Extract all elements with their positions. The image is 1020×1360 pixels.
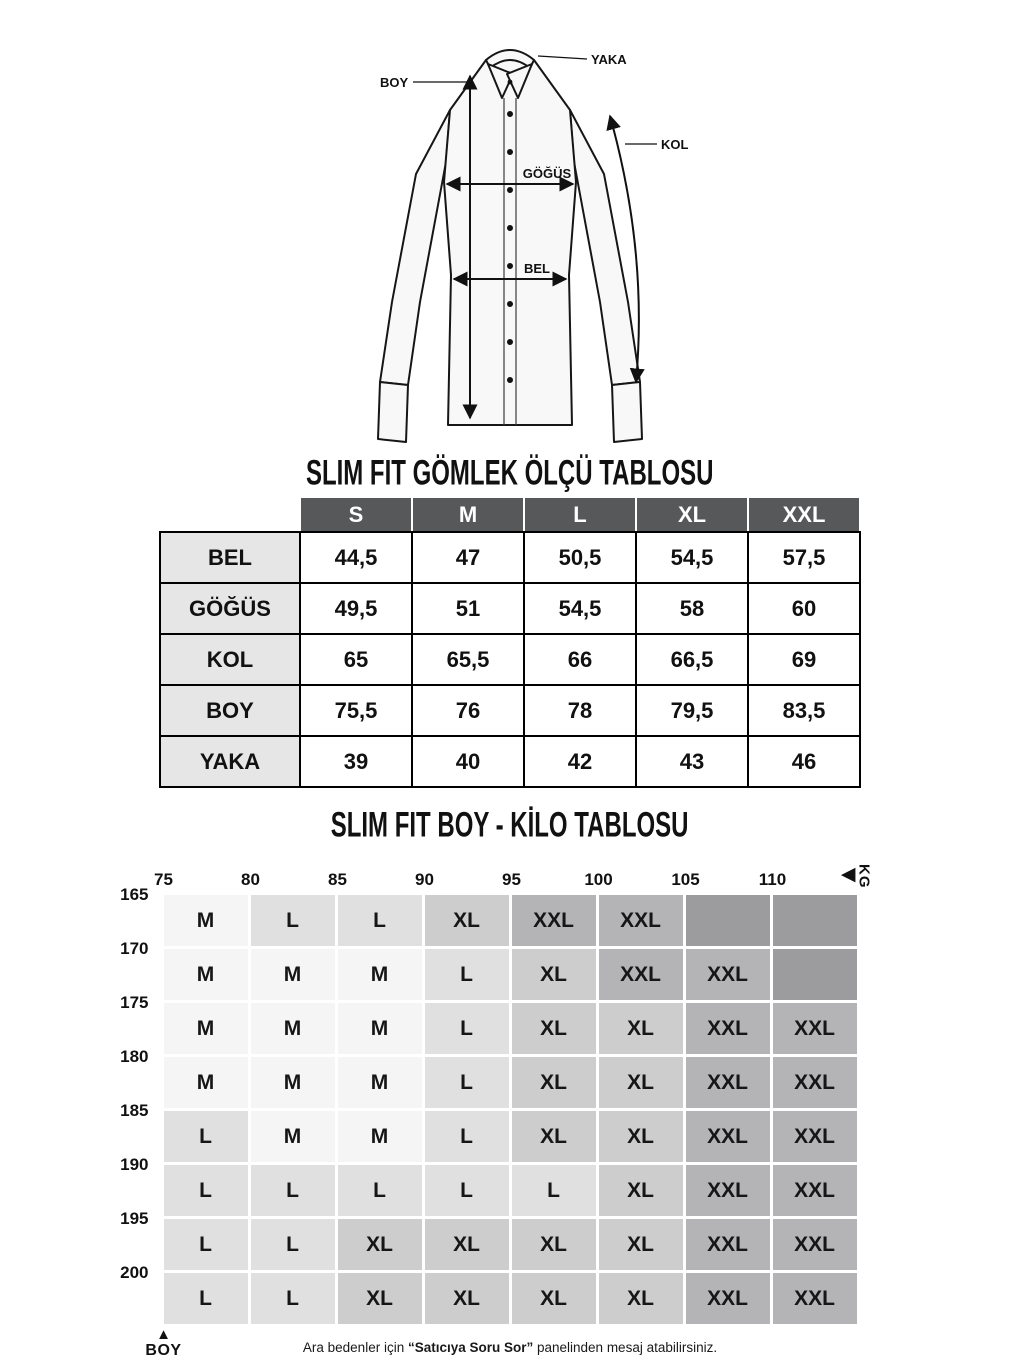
measurement-value-cell: 79,5 (637, 686, 747, 735)
measurement-value-cell: 50,5 (525, 533, 635, 582)
height-tick-label: 175 (120, 993, 149, 1012)
kg-tick-label: 110 (758, 870, 787, 889)
size-column-header: M (413, 498, 523, 531)
size-cell: L (512, 1165, 596, 1216)
size-cell: XXL (512, 895, 596, 946)
size-cell: M (164, 949, 248, 1000)
size-cell: L (164, 1165, 248, 1216)
kg-axis-label: KG (855, 864, 873, 889)
measurement-value-cell: 69 (749, 635, 859, 684)
size-cell: L (338, 895, 422, 946)
size-cell: XXL (773, 1273, 857, 1324)
size-cell: XXL (599, 949, 683, 1000)
kg-tick-label: 75 (154, 870, 173, 889)
measurement-value-cell: 75,5 (301, 686, 411, 735)
measurement-value-cell: 47 (413, 533, 523, 582)
size-cell: L (251, 1165, 335, 1216)
size-cell: XXL (686, 1273, 770, 1324)
size-cell: XL (512, 1003, 596, 1054)
sleeve-label: KOL (661, 137, 689, 152)
measurement-value-cell: 66 (525, 635, 635, 684)
measurement-value-cell: 46 (749, 737, 859, 786)
kg-axis-marker (841, 865, 873, 889)
size-table-title (0, 454, 1020, 494)
size-cell: XXL (686, 1057, 770, 1108)
size-cell: M (251, 1111, 335, 1162)
height-tick-label: 180 (120, 1047, 149, 1066)
size-cell: L (251, 1219, 335, 1270)
waist-label: BEL (524, 261, 550, 276)
measurement-value-cell: 39 (301, 737, 411, 786)
size-cell: L (425, 1111, 509, 1162)
measurement-value-cell: 66,5 (637, 635, 747, 684)
size-cell-empty (773, 895, 857, 946)
size-cell: XL (599, 1057, 683, 1108)
size-cell: XL (512, 1273, 596, 1324)
kg-tick-label: 80 (241, 870, 260, 889)
measurement-value-cell: 60 (749, 584, 859, 633)
kg-axis-ticks (154, 864, 873, 892)
size-cell: XXL (686, 1003, 770, 1054)
measurement-value-cell: 42 (525, 737, 635, 786)
size-cell: XXL (773, 1219, 857, 1270)
measurement-row-label: BEL (161, 533, 299, 582)
size-column-header: S (301, 498, 411, 531)
size-cell: M (338, 949, 422, 1000)
size-cell: L (425, 1003, 509, 1054)
size-cell-empty (686, 895, 770, 946)
shirt-diagram-svg (300, 22, 720, 450)
size-cell: XXL (773, 1165, 857, 1216)
boy-arrow-icon: ▲ (156, 1326, 171, 1343)
size-cell: XL (512, 1057, 596, 1108)
measurement-value-cell: 83,5 (749, 686, 859, 735)
kg-tick-label: 90 (415, 870, 434, 889)
size-cell: L (425, 949, 509, 1000)
measurement-value-cell: 40 (413, 737, 523, 786)
size-cell: L (338, 1165, 422, 1216)
shirt-left-sleeve (380, 110, 450, 385)
size-cell: XL (425, 1219, 509, 1270)
measurement-value-cell: 44,5 (301, 533, 411, 582)
boy-axis-label: BOY (145, 1341, 182, 1359)
size-table-body (159, 531, 861, 788)
size-cell: XL (599, 1003, 683, 1054)
size-table (159, 498, 861, 788)
collar-pointer-line (538, 56, 587, 59)
measurement-value-cell: 54,5 (525, 584, 635, 633)
footer-suffix: panelinden mesaj atabilirsiniz. (533, 1340, 718, 1355)
boy-axis-marker (145, 1327, 181, 1360)
size-cell: XXL (686, 1111, 770, 1162)
length-label: BOY (380, 75, 409, 90)
measurement-row-label: KOL (161, 635, 299, 684)
measurement-value-cell: 49,5 (301, 584, 411, 633)
chest-label: GÖĞÜS (522, 166, 572, 181)
size-column-header: XXL (749, 498, 859, 531)
size-cell: XXL (599, 895, 683, 946)
measurement-value-cell: 43 (637, 737, 747, 786)
measurement-row-label: YAKA (161, 737, 299, 786)
measurement-value-cell: 58 (637, 584, 747, 633)
size-cell: L (164, 1111, 248, 1162)
size-cell: XXL (686, 1219, 770, 1270)
size-cell: XXL (773, 1003, 857, 1054)
height-weight-title-text: SLIM FIT BOY - KİLO TABLOSU (331, 805, 689, 845)
size-cell: XL (599, 1165, 683, 1216)
shirt-measurement-diagram (0, 6, 1020, 454)
size-cell: XL (512, 1219, 596, 1270)
footer-prefix: Ara bedenler için (302, 1340, 408, 1355)
size-cell: M (251, 949, 335, 1000)
size-cell: M (338, 1057, 422, 1108)
measurement-row-label: BOY (161, 686, 299, 735)
size-cell: XXL (686, 1165, 770, 1216)
size-cell: XL (425, 895, 509, 946)
height-tick-label: 195 (120, 1209, 149, 1228)
shirt-left-cuff (378, 382, 408, 442)
size-cell: XXL (773, 1111, 857, 1162)
measurement-row-label: GÖĞÜS (161, 584, 299, 633)
size-cell: XL (599, 1219, 683, 1270)
kg-tick-label: 105 (671, 870, 700, 889)
size-cell: M (338, 1003, 422, 1054)
size-cell: L (164, 1219, 248, 1270)
size-cell: XXL (773, 1057, 857, 1108)
footer-bold: “Satıcıya Soru Sor” (407, 1340, 534, 1355)
size-cell: XXL (686, 949, 770, 1000)
size-table-header (301, 498, 861, 531)
size-cell: L (425, 1057, 509, 1108)
height-tick-label: 170 (120, 939, 149, 958)
size-cell: XL (425, 1273, 509, 1324)
size-cell: XL (599, 1273, 683, 1324)
size-column-header: L (525, 498, 635, 531)
size-cell: XL (512, 1111, 596, 1162)
kg-tick-label: 85 (328, 870, 347, 889)
measurement-value-cell: 78 (525, 686, 635, 735)
height-weight-grid (164, 895, 857, 1324)
measurement-value-cell: 54,5 (637, 533, 747, 582)
size-table-title-text: SLIM FIT GÖMLEK ÖLÇÜ TABLOSU (306, 453, 714, 493)
size-cell: XL (599, 1111, 683, 1162)
height-tick-label: 200 (120, 1263, 149, 1282)
size-cell: XL (338, 1219, 422, 1270)
size-cell: L (251, 895, 335, 946)
size-cell: M (338, 1111, 422, 1162)
measurement-value-cell: 57,5 (749, 533, 859, 582)
size-cell: L (164, 1273, 248, 1324)
height-tick-label: 165 (120, 885, 149, 904)
shirt-right-cuff (612, 382, 642, 442)
size-cell: M (251, 1003, 335, 1054)
size-cell: L (425, 1165, 509, 1216)
height-tick-label: 185 (120, 1101, 149, 1120)
collar-label: YAKA (591, 52, 627, 67)
kg-arrow-icon: ◀ (840, 864, 856, 885)
measurement-value-cell: 51 (413, 584, 523, 633)
size-cell: M (251, 1057, 335, 1108)
size-cell: M (164, 895, 248, 946)
height-tick-label: 190 (120, 1155, 149, 1174)
kg-tick-label: 100 (584, 870, 613, 889)
size-cell: M (164, 1057, 248, 1108)
size-column-header: XL (637, 498, 747, 531)
measurement-value-cell: 65 (301, 635, 411, 684)
measurement-value-cell: 65,5 (413, 635, 523, 684)
measurement-value-cell: 76 (413, 686, 523, 735)
size-cell: M (164, 1003, 248, 1054)
kg-tick-label: 95 (502, 870, 521, 889)
size-cell-empty (773, 949, 857, 1000)
shirt-right-sleeve (570, 110, 640, 385)
size-cell: XL (338, 1273, 422, 1324)
size-cell: L (251, 1273, 335, 1324)
height-weight-title (0, 806, 1020, 846)
size-cell: XL (512, 949, 596, 1000)
